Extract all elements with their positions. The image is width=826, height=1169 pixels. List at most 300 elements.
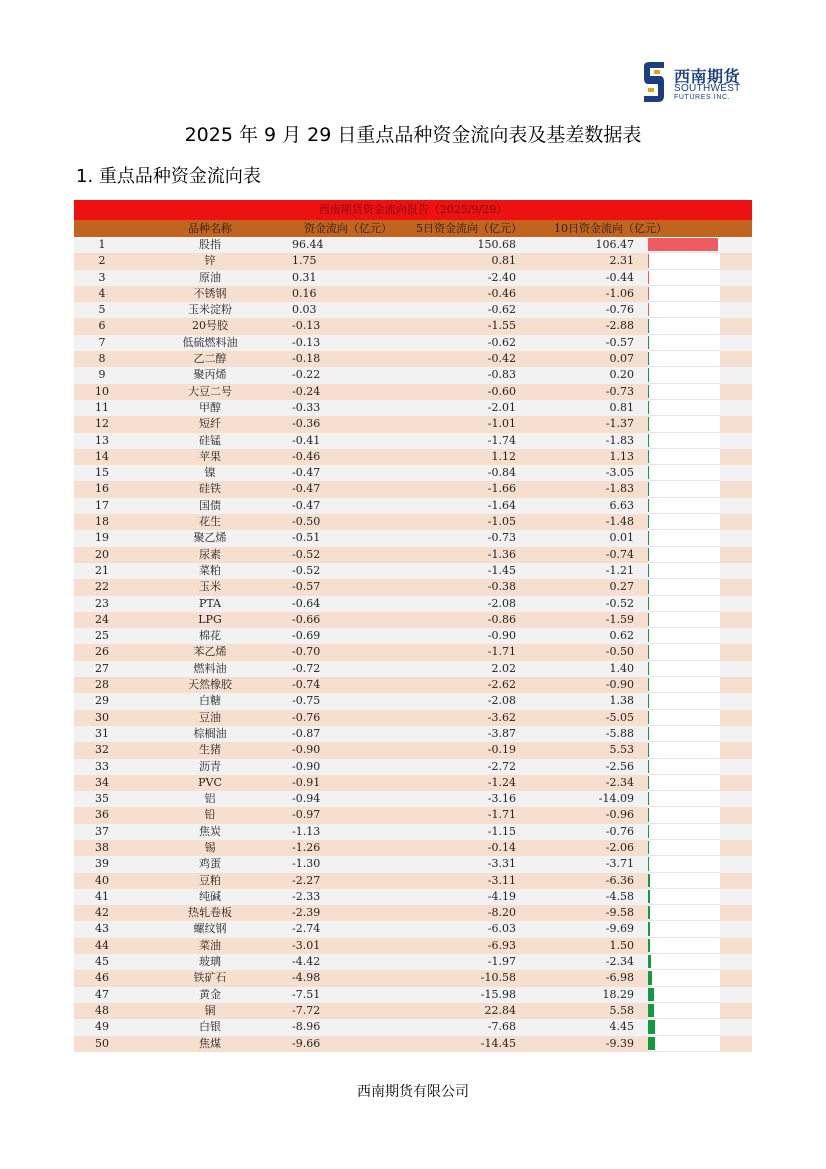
row-flow-bar — [648, 890, 650, 903]
row-flow-bar — [648, 955, 651, 968]
page-title: 2025 年 9 月 29 日重点品种资金流向表及基差数据表 — [184, 124, 642, 146]
row-flow-bar — [648, 792, 649, 805]
row-flow-5d: -0.73 — [487, 531, 516, 545]
row-flow-10d: -1.59 — [605, 612, 634, 626]
row-name: 铜 — [204, 1003, 216, 1017]
row-index: 38 — [95, 840, 109, 854]
table-row — [74, 693, 752, 709]
row-flow-bar — [648, 482, 649, 495]
row-flow-10d: -0.44 — [605, 270, 634, 284]
row-flow-5d: -4.19 — [487, 889, 516, 903]
row-name: 股指 — [199, 238, 221, 251]
table-row — [74, 726, 752, 742]
row-flow-bar — [648, 597, 649, 610]
row-name: 聚乙烯 — [193, 531, 227, 545]
header-name: 品种名称 — [188, 222, 232, 235]
row-name: 菜粕 — [199, 563, 221, 577]
row-name: 热轧卷板 — [188, 906, 232, 920]
row-bar-cell — [648, 824, 720, 840]
table-row — [74, 612, 752, 628]
row-index: 24 — [95, 612, 109, 626]
table-row — [74, 954, 752, 970]
table-row — [74, 481, 752, 497]
row-flow-10d: 0.07 — [609, 352, 634, 366]
row-index: 4 — [98, 286, 106, 300]
row-flow: -7.72 — [292, 1003, 321, 1017]
row-bar-cell — [648, 563, 720, 579]
row-index: 8 — [98, 352, 106, 366]
row-bar-cell — [648, 856, 720, 872]
row-flow-10d: -1.83 — [605, 482, 634, 496]
row-flow-10d: -1.06 — [605, 286, 634, 300]
table-row — [74, 1003, 752, 1019]
row-flow: -0.87 — [292, 726, 321, 740]
row-bar-cell — [648, 905, 720, 921]
row-bar-cell — [648, 253, 720, 269]
row-flow: -0.64 — [292, 596, 321, 610]
row-index: 35 — [95, 792, 109, 806]
row-flow: -3.01 — [292, 938, 321, 952]
row-flow-10d: 5.58 — [609, 1003, 634, 1017]
table-row — [74, 384, 752, 400]
row-flow-10d: 0.81 — [609, 400, 634, 414]
row-bar-cell — [648, 759, 720, 775]
row-flow-10d: -3.71 — [605, 857, 634, 871]
row-flow: -0.47 — [292, 466, 321, 480]
row-bar-cell — [648, 384, 720, 400]
table-row — [74, 563, 752, 579]
row-flow-10d: -0.74 — [605, 547, 634, 561]
row-index: 20 — [95, 547, 109, 561]
row-flow: 0.03 — [292, 303, 317, 317]
row-flow-5d: -2.72 — [487, 759, 516, 773]
table-row — [74, 318, 752, 334]
header-flow-10d: 10日资金流向（亿元） — [554, 222, 667, 235]
row-flow: -0.41 — [292, 433, 321, 447]
row-index: 15 — [95, 466, 109, 480]
row-flow-10d: 1.13 — [609, 449, 634, 463]
row-bar-cell — [648, 270, 720, 286]
row-name: 棉花 — [199, 629, 221, 643]
row-flow: -4.98 — [292, 971, 321, 985]
row-flow-bar — [648, 336, 649, 349]
row-flow-5d: -0.42 — [487, 352, 516, 366]
row-index: 44 — [95, 938, 109, 952]
row-flow: -0.70 — [292, 645, 321, 659]
row-flow-bar — [648, 906, 650, 919]
row-bar-cell — [648, 840, 720, 856]
row-index: 42 — [95, 906, 109, 920]
row-flow: -0.69 — [292, 629, 321, 643]
row-name: 铝 — [204, 792, 216, 806]
row-name: 硅锰 — [199, 433, 221, 447]
row-index: 13 — [95, 433, 109, 447]
row-index: 14 — [95, 449, 109, 463]
row-bar-cell — [648, 661, 720, 677]
row-flow-5d: 22.84 — [484, 1003, 516, 1017]
row-bar-cell — [648, 351, 720, 367]
row-flow-5d: -0.46 — [487, 286, 516, 300]
row-flow-5d: -10.58 — [480, 971, 516, 985]
row-name: 菜油 — [199, 938, 221, 952]
row-flow-bar — [648, 401, 649, 414]
row-index: 5 — [98, 303, 106, 317]
table-row — [74, 1036, 752, 1052]
row-flow-10d: -1.21 — [605, 563, 634, 577]
table-row — [74, 759, 752, 775]
row-index: 32 — [95, 743, 109, 757]
row-flow-5d: 2.02 — [491, 661, 516, 675]
company-logo — [640, 60, 760, 106]
table-row — [74, 335, 752, 351]
row-flow-5d: -6.03 — [487, 922, 516, 936]
row-bar-cell — [648, 775, 720, 791]
row-bar-cell — [648, 693, 720, 709]
table-row — [74, 253, 752, 269]
row-flow-5d: -1.24 — [487, 775, 516, 789]
row-flow-bar — [648, 711, 649, 724]
row-bar-cell — [648, 921, 720, 937]
row-flow-bar — [648, 450, 649, 463]
row-flow-10d: -6.36 — [605, 873, 634, 887]
table-row — [74, 286, 752, 302]
table-row — [74, 270, 752, 286]
table-header — [74, 220, 752, 237]
row-name: 短纤 — [199, 417, 221, 431]
row-index: 1 — [98, 238, 106, 251]
row-name: 铁矿石 — [193, 971, 227, 985]
row-flow: -0.76 — [292, 710, 321, 724]
fund-flow-table — [74, 200, 752, 1052]
row-flow-10d: 0.20 — [609, 368, 634, 382]
row-flow-bar — [648, 580, 649, 593]
row-name: 大豆二号 — [188, 384, 232, 398]
row-flow: -0.36 — [292, 417, 321, 431]
row-flow-10d: -14.09 — [598, 792, 634, 806]
row-flow-10d: -0.50 — [605, 645, 634, 659]
row-index: 48 — [95, 1003, 109, 1017]
row-flow: -0.57 — [292, 580, 321, 594]
row-flow-5d: -1.71 — [487, 645, 516, 659]
row-flow: -0.72 — [292, 661, 321, 675]
row-flow-bar — [648, 825, 649, 838]
table-row — [74, 514, 752, 530]
row-name: 天然橡胶 — [188, 678, 232, 692]
table-row — [74, 400, 752, 416]
row-index: 30 — [95, 710, 109, 724]
row-flow-5d: -15.98 — [480, 987, 516, 1001]
table-row — [74, 449, 752, 465]
row-flow-5d: -2.01 — [487, 400, 516, 414]
row-flow-5d: -3.31 — [487, 857, 516, 871]
row-flow: -0.22 — [292, 368, 321, 382]
header-flow: 资金流向（亿元） — [304, 222, 392, 235]
row-bar-cell — [648, 677, 720, 693]
row-bar-cell — [648, 302, 720, 318]
row-flow-5d: -1.55 — [487, 319, 516, 333]
row-flow-bar — [648, 466, 649, 479]
header-index — [74, 220, 130, 237]
row-flow-10d: -5.88 — [605, 726, 634, 740]
row-index: 36 — [95, 808, 109, 822]
row-index: 50 — [95, 1036, 109, 1050]
row-index: 39 — [95, 857, 109, 871]
row-flow: -0.50 — [292, 515, 321, 529]
row-index: 28 — [95, 678, 109, 692]
table-row — [74, 1019, 752, 1035]
table-row — [74, 628, 752, 644]
row-flow-bar — [648, 939, 650, 952]
row-name: 纯碱 — [199, 889, 221, 903]
row-bar-cell — [648, 791, 720, 807]
row-bar-cell — [648, 710, 720, 726]
table-row — [74, 677, 752, 693]
row-bar-cell — [648, 318, 720, 334]
table-row — [74, 970, 752, 986]
row-flow-5d: 1.12 — [491, 449, 516, 463]
row-flow-10d: -1.37 — [605, 417, 634, 431]
row-name: 豆粕 — [199, 873, 221, 887]
row-flow-5d: -0.62 — [487, 335, 516, 349]
row-flow-10d: -0.73 — [605, 384, 634, 398]
row-flow-5d: -0.14 — [487, 840, 516, 854]
table-row — [74, 433, 752, 449]
row-index: 49 — [95, 1020, 109, 1034]
table-row — [74, 710, 752, 726]
row-bar-cell — [648, 465, 720, 481]
row-flow-bar — [648, 287, 649, 300]
row-flow: -0.47 — [292, 498, 321, 512]
row-flow-10d: -2.34 — [605, 775, 634, 789]
table-row — [74, 498, 752, 514]
row-index: 18 — [95, 515, 109, 529]
row-flow: 0.31 — [292, 270, 317, 284]
row-flow-5d: -0.19 — [487, 743, 516, 757]
row-flow: -0.74 — [292, 678, 321, 692]
row-flow: -0.90 — [292, 759, 321, 773]
table-row — [74, 905, 752, 921]
row-index: 2 — [98, 254, 106, 268]
row-flow: -0.52 — [292, 547, 321, 561]
row-name: 焦炭 — [199, 824, 221, 838]
row-name: 镍 — [204, 466, 216, 480]
table-row — [74, 465, 752, 481]
row-flow-5d: -2.62 — [487, 678, 516, 692]
row-index: 12 — [95, 417, 109, 431]
table-row — [74, 302, 752, 318]
row-flow-10d: -2.88 — [605, 319, 634, 333]
row-index: 46 — [95, 971, 109, 985]
row-flow-5d: -14.45 — [480, 1036, 516, 1050]
row-flow: -0.51 — [292, 531, 321, 545]
row-flow-bar — [648, 417, 649, 430]
row-bar-cell — [648, 873, 720, 889]
row-name: 苯乙烯 — [193, 645, 227, 659]
row-flow-bar — [648, 1037, 655, 1050]
row-flow-bar — [648, 434, 649, 447]
logo-english-subtitle: FUTURES INC. — [674, 94, 731, 101]
row-flow-5d: -1.45 — [487, 563, 516, 577]
row-flow-5d: -3.11 — [487, 873, 516, 887]
row-bar-cell — [648, 889, 720, 905]
table-row — [74, 596, 752, 612]
row-flow-10d: -3.05 — [605, 466, 634, 480]
footer-company: 西南期货有限公司 — [357, 1084, 469, 1100]
table-row — [74, 661, 752, 677]
row-flow: -9.66 — [292, 1036, 321, 1050]
row-flow-bar — [648, 874, 650, 887]
row-flow-5d: -3.16 — [487, 792, 516, 806]
table-row — [74, 547, 752, 563]
row-name: 玉米 — [199, 580, 221, 594]
table-row — [74, 644, 752, 660]
row-flow: -1.26 — [292, 840, 321, 854]
table-row — [74, 889, 752, 905]
row-name: 焦煤 — [199, 1036, 221, 1050]
row-flow-bar — [648, 564, 649, 577]
row-flow-5d: -1.66 — [487, 482, 516, 496]
row-flow: 96.44 — [292, 238, 324, 251]
row-flow: 0.16 — [292, 286, 317, 300]
row-name: 黄金 — [199, 987, 221, 1001]
row-name: 玻璃 — [199, 955, 221, 969]
row-flow-bar — [648, 645, 649, 658]
row-name: 白银 — [199, 1020, 221, 1034]
row-flow-10d: -1.83 — [605, 433, 634, 447]
row-name: 豆油 — [199, 710, 221, 724]
row-flow-bar — [648, 368, 649, 381]
row-name: 锌 — [204, 254, 216, 268]
row-index: 31 — [95, 726, 109, 740]
row-flow-10d: -2.56 — [605, 759, 634, 773]
row-flow: -0.33 — [292, 400, 321, 414]
row-flow-bar — [648, 776, 649, 789]
row-flow-10d: 1.40 — [609, 661, 634, 675]
row-bar-cell — [648, 286, 720, 302]
table-row — [74, 938, 752, 954]
row-bar-cell — [648, 579, 720, 595]
row-flow-10d: 0.27 — [609, 580, 634, 594]
row-flow: -8.96 — [292, 1020, 321, 1034]
row-flow: -0.52 — [292, 563, 321, 577]
row-index: 41 — [95, 889, 109, 903]
row-flow-10d: 1.50 — [609, 938, 634, 952]
row-flow: -0.90 — [292, 743, 321, 757]
row-flow-bar — [648, 1004, 654, 1017]
row-index: 40 — [95, 873, 109, 887]
row-name: 螺纹钢 — [193, 922, 227, 936]
row-bar-cell — [648, 547, 720, 563]
row-name: 聚丙烯 — [193, 368, 227, 382]
row-bar-cell — [648, 514, 720, 530]
table-row — [74, 237, 752, 253]
row-flow-bar — [648, 1020, 655, 1033]
row-name: PTA — [198, 596, 222, 610]
row-bar-cell — [648, 1019, 720, 1035]
row-index: 17 — [95, 498, 109, 512]
row-name: 国债 — [199, 498, 221, 512]
row-flow-5d: -1.01 — [487, 417, 516, 431]
table-banner: 西南期货资金流向报告（2025/9/29） — [74, 200, 752, 220]
table-row — [74, 775, 752, 791]
row-name: 苹果 — [199, 449, 221, 463]
section-heading: 1. 重点品种资金流向表 — [76, 166, 261, 187]
row-flow-10d: -0.76 — [605, 303, 634, 317]
row-flow-5d: -0.83 — [487, 368, 516, 382]
row-flow-10d: -2.06 — [605, 840, 634, 854]
row-flow-bar — [648, 303, 649, 316]
row-flow-5d: 0.81 — [491, 254, 516, 268]
row-bar-cell — [648, 1003, 720, 1019]
row-index: 33 — [95, 759, 109, 773]
row-flow-5d: -0.62 — [487, 303, 516, 317]
row-flow-10d: -6.98 — [605, 971, 634, 985]
table-row — [74, 824, 752, 840]
row-flow: -0.94 — [292, 792, 321, 806]
row-index: 9 — [98, 368, 106, 382]
logo-english-name: SOUTHWEST — [674, 83, 741, 94]
logo-emblem-icon — [640, 60, 668, 104]
row-index: 19 — [95, 531, 109, 545]
row-name: 沥青 — [199, 759, 221, 773]
row-flow-bar — [648, 499, 649, 512]
row-flow-bar — [648, 319, 649, 332]
row-index: 10 — [95, 384, 109, 398]
row-bar-cell — [648, 644, 720, 660]
row-flow-10d: 0.01 — [609, 531, 634, 545]
row-flow-bar — [648, 629, 649, 642]
row-index: 37 — [95, 824, 109, 838]
table-row — [74, 921, 752, 937]
row-flow: -2.27 — [292, 873, 321, 887]
row-flow: 1.75 — [292, 254, 317, 268]
table-row — [74, 367, 752, 383]
row-flow-bar — [648, 515, 649, 528]
row-flow-10d: -9.39 — [605, 1036, 634, 1050]
table-row — [74, 416, 752, 432]
row-bar-cell — [648, 938, 720, 954]
row-flow-10d: 0.62 — [609, 629, 634, 643]
row-flow: -0.91 — [292, 775, 321, 789]
row-flow-5d: -8.20 — [487, 906, 516, 920]
row-flow-bar — [648, 254, 649, 267]
row-flow: -1.13 — [292, 824, 321, 838]
row-bar-cell — [648, 433, 720, 449]
row-flow-10d: -0.52 — [605, 596, 634, 610]
row-flow-bar — [648, 760, 649, 773]
row-index: 34 — [95, 775, 109, 789]
row-flow-bar — [648, 271, 649, 284]
row-flow: -0.13 — [292, 335, 321, 349]
row-flow-5d: -1.64 — [487, 498, 516, 512]
row-bar-cell — [648, 596, 720, 612]
row-name: 锡 — [204, 840, 216, 854]
row-flow-bar — [648, 238, 718, 251]
row-flow: -0.13 — [292, 319, 321, 333]
row-flow-bar — [648, 743, 649, 756]
row-flow: -0.66 — [292, 612, 321, 626]
row-name: LPG — [198, 612, 222, 626]
row-bar-cell — [648, 498, 720, 514]
row-flow-bar — [648, 727, 649, 740]
row-flow-5d: -3.62 — [487, 710, 516, 724]
table-row — [74, 530, 752, 546]
row-flow: -0.75 — [292, 694, 321, 708]
row-flow-10d: -0.57 — [605, 335, 634, 349]
row-flow-bar — [648, 352, 649, 365]
row-flow: -0.24 — [292, 384, 321, 398]
row-index: 45 — [95, 955, 109, 969]
